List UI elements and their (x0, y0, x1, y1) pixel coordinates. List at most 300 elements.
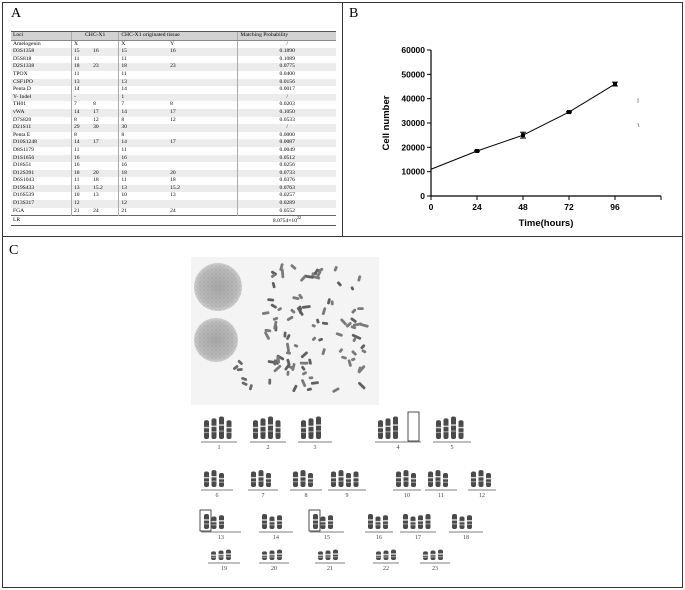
chromatid (443, 473, 448, 487)
matching-probability: 0.0775 (238, 63, 336, 71)
chromatid (396, 472, 401, 487)
chromosome-band (268, 430, 273, 431)
locus-name: D10S1248 (11, 139, 72, 147)
chromosome-band (204, 432, 209, 433)
table-row (11, 170, 336, 178)
allele-value: 8 (119, 117, 168, 125)
chromosome-band (219, 482, 224, 483)
allele-value: 24 (93, 207, 99, 214)
chromatid (261, 418, 266, 439)
chromosome-band (328, 520, 333, 522)
table-row (11, 94, 336, 102)
allele-value (91, 71, 119, 79)
chromatid (262, 514, 267, 529)
x-tick-label: 24 (472, 202, 482, 212)
chromosome-band (253, 432, 258, 433)
chromatid (266, 473, 271, 487)
chromosome-band (277, 524, 282, 525)
chromosome-pair-13 (200, 510, 241, 541)
allele-value: 29 (72, 124, 92, 132)
locus-name: D18S51 (13, 162, 32, 169)
allele-value: 8 (119, 132, 168, 140)
chromosome-number: 2 (266, 445, 270, 451)
matching-probability: 0.0156 (238, 79, 336, 87)
allele-value: 11 (119, 147, 168, 155)
chromatid (404, 470, 409, 487)
y-axis-label: Cell number (381, 95, 392, 151)
chromatid (378, 420, 383, 439)
matching-probability: 0.0000 (238, 132, 336, 140)
allele-value: 12 (119, 200, 168, 208)
table-row (11, 40, 336, 48)
chromosome-band (403, 519, 408, 521)
chromosome-band (438, 553, 443, 555)
chromosome-pair-16 (365, 514, 393, 541)
chromosome-band (396, 477, 401, 479)
chromosome-band (321, 524, 326, 525)
chromosome-number: 3 (313, 445, 317, 451)
empty-cell (168, 216, 238, 225)
allele-value: 13 (93, 192, 99, 199)
allele-value (168, 162, 238, 170)
chromosome-number: 5 (450, 445, 454, 451)
x-tick-label: 96 (610, 202, 620, 212)
allele-value: 17 (168, 139, 238, 147)
allele-value: 13 (72, 79, 92, 87)
chromosome-band (212, 431, 217, 432)
chromatid (328, 515, 333, 529)
locus-name: D6S1043 (13, 177, 35, 184)
locus-name: Penta E (13, 131, 31, 138)
chromatid (383, 515, 388, 529)
chromosome-pair-1 (201, 416, 237, 451)
highlight-box (408, 412, 419, 441)
chromatid (403, 514, 408, 529)
allele-value: 20 (168, 170, 238, 178)
chromosome-band (326, 554, 331, 556)
allele-value: X (72, 40, 92, 48)
chromosome-band (444, 426, 449, 428)
chromosome-band (313, 519, 318, 521)
chromosome-band (428, 481, 433, 482)
allele-value (91, 94, 119, 102)
chromosome-number: 7 (261, 493, 265, 499)
allele-value (168, 155, 238, 163)
metaphase-chromosome (237, 368, 243, 371)
matching-probability: 0.0087 (238, 139, 336, 147)
allele-value (168, 200, 238, 208)
panel-a (2, 2, 343, 237)
chromosome-pair-17 (400, 514, 436, 541)
str-table (11, 31, 336, 226)
chromosome-band (426, 519, 431, 521)
chromosome-band (219, 520, 224, 522)
chromosome-band (259, 481, 264, 482)
chromatid (346, 473, 351, 487)
chromosome-band (384, 554, 389, 556)
chromosome-band (436, 476, 441, 478)
chromosome-band (333, 553, 338, 555)
locus-name: D1S1656 (11, 155, 72, 163)
allele-value (91, 79, 119, 87)
chromosome-pair-8 (290, 470, 322, 499)
chromosome-band (391, 556, 396, 557)
chromosome-band (428, 477, 433, 479)
chromosome-band (333, 556, 338, 557)
chromosome-band (301, 427, 306, 429)
locus-name: TH01 (13, 101, 27, 108)
chromosome-band (459, 432, 464, 433)
chromosome-band (411, 524, 416, 525)
locus-name: D8S1179 (13, 146, 34, 153)
matching-probability: 0.0552 (238, 208, 336, 216)
chromosome-band (270, 521, 275, 523)
chromosome-number: 10 (404, 493, 410, 499)
allele-value: 10 (119, 192, 168, 200)
allele-value (168, 147, 238, 155)
chromatid (467, 515, 472, 529)
table-row (11, 79, 336, 87)
chromosome-band (376, 524, 381, 525)
chromosome-band (486, 482, 491, 483)
chromatid (270, 517, 275, 529)
chromosome-band (443, 478, 448, 480)
allele-value: X (119, 40, 168, 48)
chromatid (339, 470, 344, 487)
chromosome-band (308, 478, 313, 480)
chromosome-band (204, 519, 209, 521)
chromosome-number: 19 (221, 566, 227, 572)
chromosome-band (316, 430, 321, 431)
table-row (11, 71, 336, 79)
chromatid (259, 470, 264, 487)
chromosome-band (486, 478, 491, 480)
chromosome-band (251, 481, 256, 482)
metaphase-chromosome (268, 379, 271, 385)
chromatid (368, 514, 373, 529)
chromosome-band (251, 477, 256, 479)
matching-probability: 0.0203 (238, 101, 336, 109)
allele-value: 18 (119, 63, 168, 71)
allele-value: 11 (72, 177, 92, 185)
chromatid (204, 472, 209, 487)
chromosome-number: 4 (396, 445, 400, 451)
chromosome-pair-22 (373, 550, 399, 572)
chromosome-number: 22 (383, 566, 389, 572)
matching-probability: 0.1890 (238, 48, 336, 56)
allele-value: 18 (72, 170, 92, 178)
chromosome-band (404, 481, 409, 482)
chromosome-pair-19 (208, 550, 240, 572)
chromosome-band (226, 553, 231, 555)
matching-probability: 0.0400 (238, 71, 336, 79)
table-row (11, 63, 336, 71)
chromosome-number: 16 (376, 535, 382, 541)
allele-value: 20 (91, 170, 119, 178)
chromosome-band (226, 556, 231, 557)
chromosome-band (331, 481, 336, 482)
chromatid (251, 472, 256, 487)
chromatid (308, 473, 313, 487)
table-row (11, 109, 336, 117)
chromatid (212, 517, 217, 529)
chromatid (471, 472, 476, 487)
allele-value (168, 94, 238, 102)
chromatid (253, 420, 258, 439)
matching-probability: 0.0257 (238, 192, 336, 200)
chromosome-band (259, 476, 264, 478)
allele-value: 15 (119, 48, 168, 56)
chromosome-band (301, 476, 306, 478)
locus-name: FGA (13, 207, 25, 214)
lr-value-base: 8.0754×10 (272, 218, 298, 225)
chromosome-band (436, 427, 441, 429)
metaphase-chromosome (300, 362, 309, 365)
chromosome-band (204, 523, 209, 524)
metaphase-spread-image (191, 257, 379, 405)
chromosome-band (384, 556, 389, 557)
chromosome-band (270, 556, 275, 557)
chromosome-band (339, 481, 344, 482)
locus-name: Y- Indel (11, 94, 72, 102)
data-point (475, 149, 479, 153)
locus-name: D16S539 (13, 192, 35, 199)
chromatid (393, 416, 398, 439)
allele-value: 21 (72, 208, 92, 216)
table-row (11, 132, 336, 140)
chromosome-number: 18 (463, 535, 469, 541)
chromosome-number: 21 (327, 566, 333, 572)
allele-value: 11 (72, 71, 92, 79)
chromosome-pair-23 (420, 550, 450, 572)
chromosome-band (383, 524, 388, 525)
chromatid (391, 550, 396, 560)
chromosome-band (219, 478, 224, 480)
chromosome-band (423, 554, 428, 556)
chromatid (313, 514, 318, 529)
panel-b (342, 2, 683, 237)
table-row (11, 101, 336, 109)
chromosome-band (471, 477, 476, 479)
matching-probability: 0.0289 (238, 200, 336, 208)
chromosome-band (443, 482, 448, 483)
chromatid (316, 416, 321, 439)
locus-name: D21S11 (11, 124, 72, 132)
chromosome-pair-21 (315, 550, 345, 572)
matching-probability: 0.0533 (238, 117, 336, 125)
chromatid (309, 418, 314, 439)
chromosome-band (354, 477, 359, 479)
data-point (613, 82, 617, 86)
chromosome-band (467, 520, 472, 522)
chromosome-pair-3 (298, 416, 332, 451)
chromosome-band (270, 554, 275, 556)
locus-name: Amelogenin (13, 40, 41, 47)
chromatid (276, 420, 281, 439)
data-point (567, 110, 571, 114)
table-row (11, 185, 336, 193)
matching-probability: / (238, 40, 336, 48)
chromatid (436, 420, 441, 439)
allele-value: 11 (119, 71, 168, 79)
chromosome-band (431, 554, 436, 556)
chromosome-band (451, 430, 456, 431)
matching-probability: 0.0733 (238, 170, 336, 178)
chromosome-band (266, 482, 271, 483)
matching-probability: 0.0512 (238, 155, 336, 163)
chromosome-band (452, 523, 457, 524)
chromosome-pair-9 (328, 470, 366, 499)
chromosome-band (479, 476, 484, 478)
allele-value (91, 162, 119, 170)
locus-name: TPOX (13, 70, 28, 77)
chromosome-band (438, 556, 443, 557)
chromosome-band (212, 521, 217, 523)
chromatid (459, 420, 464, 439)
chromosome-pair-14 (259, 514, 293, 541)
table-row (11, 177, 336, 185)
chromatid (418, 515, 423, 529)
panel-c (2, 236, 683, 588)
x-axis-label: Time(hours) (518, 218, 574, 229)
chromatid (376, 517, 381, 529)
locus-name: CSF1PO (11, 79, 72, 87)
table-row (11, 147, 336, 155)
chromosome-band (268, 424, 273, 426)
allele-value: 17 (91, 139, 119, 147)
x-tick-label: 72 (564, 202, 574, 212)
data-point (521, 133, 525, 137)
empty-cell (91, 216, 119, 225)
chromatid (268, 416, 273, 439)
header-loci: Loci (11, 32, 72, 41)
allele-value: 8 (72, 132, 92, 140)
chromosome-band (471, 481, 476, 482)
chromatid (354, 472, 359, 487)
chromosome-band (459, 427, 464, 429)
allele-value: 18 (170, 177, 176, 184)
allele-value: - (72, 94, 92, 102)
chromosome-band (376, 557, 381, 558)
chromatid (226, 550, 231, 560)
chromatid (219, 473, 224, 487)
chromatid (277, 550, 282, 560)
chromosome-band (212, 481, 217, 482)
chromosome-number: 11 (438, 493, 444, 499)
allele-value: 11 (119, 177, 168, 185)
chromosome-band (321, 521, 326, 523)
header-chc: CHC-X1 (72, 32, 119, 41)
allele-value (168, 71, 238, 79)
chromosome-band (386, 426, 391, 428)
chromosome-band (219, 524, 224, 525)
chromatid (411, 517, 416, 529)
chromosome-number: 14 (273, 535, 279, 541)
chromosome-band (219, 556, 224, 557)
locus-name: D2S1338 (11, 63, 72, 71)
locus-name: D12S391 (11, 170, 72, 178)
panel-b-label: B (349, 6, 359, 21)
chromosome-band (328, 524, 333, 525)
allele-value: 24 (170, 207, 176, 214)
growth-curve-chart (343, 3, 682, 236)
chromosome-band (354, 481, 359, 482)
panel-c-label: C (9, 243, 19, 258)
chromosome-band (403, 523, 408, 524)
chromosome-number: 13 (218, 535, 224, 541)
allele-value: 8 (170, 101, 173, 108)
chromosome-band (404, 476, 409, 478)
allele-value: 8 (93, 101, 96, 108)
matching-probability: 0.0017 (238, 86, 336, 94)
chromosome-band (378, 432, 383, 433)
allele-value: 14 (119, 86, 168, 94)
chromosome-band (411, 482, 416, 483)
chromosome-band (460, 521, 465, 523)
chromosome-band (318, 554, 323, 556)
allele-value: 18 (119, 170, 168, 178)
table-row (11, 200, 336, 208)
allele-value: 11 (119, 56, 168, 64)
y-tick-label: 30000 (401, 118, 425, 128)
chromatid (460, 517, 465, 529)
allele-value (91, 155, 119, 163)
chromatid (386, 418, 391, 439)
y-tick-label: 50000 (401, 69, 425, 80)
allele-value: 13 (119, 185, 168, 193)
allele-value: 16 (119, 162, 168, 170)
y-tick-label: 40000 (401, 93, 425, 104)
chromosome-band (368, 519, 373, 521)
chromatid (451, 416, 456, 439)
allele-value: 14 (72, 109, 92, 117)
allele-value: 16 (72, 155, 92, 163)
chromosome-band (211, 557, 216, 558)
allele-value: 23 (91, 63, 119, 71)
allele-value: 16 (72, 162, 92, 170)
chromosome-band (212, 426, 217, 428)
chromatid (219, 515, 224, 529)
chromosome-band (266, 478, 271, 480)
edge-mark (638, 123, 639, 127)
chromosome-band (391, 553, 396, 555)
matching-probability: 0.1050 (238, 109, 336, 117)
chromosome-band (393, 430, 398, 431)
chromosome-band (276, 432, 281, 433)
chromosome-number: 17 (415, 535, 421, 541)
matching-probability: / (238, 94, 336, 102)
chromosome-band (211, 554, 216, 556)
y-tick-label: 0 (420, 191, 425, 201)
chromosome-band (346, 482, 351, 483)
chromatid (333, 550, 338, 560)
allele-value: 18 (93, 177, 99, 184)
allele-value (168, 56, 238, 64)
chromosome-band (426, 523, 431, 524)
allele-value (168, 124, 238, 132)
chromosome-band (277, 556, 282, 557)
chromatid (331, 472, 336, 487)
locus-name: Penta D (13, 86, 31, 93)
table-row (11, 162, 336, 170)
chromosome-pair-6 (201, 470, 233, 499)
allele-value: 17 (168, 109, 238, 117)
chromosome-band (452, 519, 457, 521)
matching-probability: 0.0763 (238, 185, 336, 193)
chromosome-band (411, 521, 416, 523)
empty-cell (119, 216, 168, 225)
chromosome-band (262, 519, 267, 521)
